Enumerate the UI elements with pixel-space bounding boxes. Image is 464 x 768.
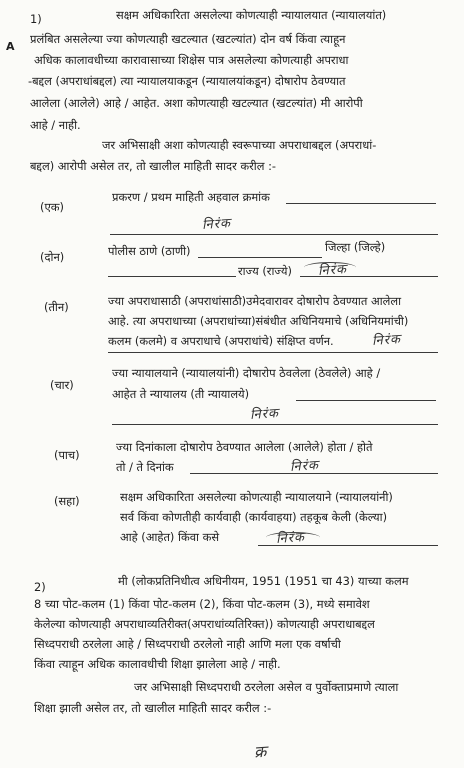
item-saha-line-2: सर्व किंवा कोणतीही कार्यवाही (कार्यवाहया) तहकूब केली (केल्या)	[120, 510, 388, 524]
section-2-line-3: केलेल्या कोणत्याही अपराधाव्यतिरीक्त(अपराधांव्यतिरिक्त)) कोणत्याही अपराधाबद्दल	[34, 617, 375, 631]
item-teen-answer: निरंक	[371, 332, 402, 349]
item-char-rule-2	[112, 424, 438, 425]
item-don-rule-1	[198, 257, 322, 258]
section-1-line-6: आहे / नाही.	[30, 118, 81, 132]
item-ek-rule-2	[110, 234, 438, 235]
item-teen-label: (तीन)	[44, 300, 69, 314]
item-teen-rule	[108, 352, 438, 353]
section-1-line-1: सक्षम अधिकारिता असलेल्या कोणत्याही न्यायालयात (न्यायालयांत)	[116, 8, 387, 22]
section-2-line-5: किंवा त्याहून अधिक कालावधीची शिक्षा झालेला आहे / नाही.	[34, 657, 281, 671]
item-saha-label: (सहा)	[54, 494, 80, 508]
item-char-rule-1	[296, 400, 436, 401]
intro-line-2: बद्दल) आरोपी असेल तर, तो खालील माहिती सादर करील :-	[30, 159, 277, 173]
intro-line-1: जर अभिसाक्षी अशा कोणत्याही स्वरूपाच्या अपराधाबद्दल (अपराधां-	[102, 138, 377, 152]
item-saha-scribble	[266, 532, 320, 543]
margin-mark: A	[6, 40, 15, 53]
section-1-line-4: -बद्दल (अपराधांबद्दल) त्या न्यायालयाकडून (न्यायालयांकडून) दोषारोप ठेवण्यात	[28, 74, 346, 88]
item-teen-line-2: आहे. त्या अपराधाच्या (अपराधांच्या)संबंधीत अधिनियमाचे (अधिनियमांची)	[108, 314, 409, 328]
item-don-scribble	[304, 262, 356, 273]
item-char-line-2: आहेत ते न्यायालय (ती न्यायालये)	[112, 387, 250, 401]
section-1-line-2: प्रलंबित असलेल्या ज्या कोणत्याही खटल्यात (खटल्यांत) दोन वर्ष किंवा त्याहून	[30, 32, 346, 46]
closing-line-2: शिक्षा झाली असेल तर, तो खालील माहिती सादर करील :-	[34, 701, 272, 715]
item-don-rule-2	[108, 276, 236, 277]
item-char-label: (चार)	[50, 378, 74, 392]
item-char-line-1: ज्या न्यायालयाने (न्यायालयांनी) दोषारोप ठेवलेला (ठेवलेले) आहे /	[112, 366, 381, 380]
item-ek-answer: निरंक	[201, 216, 232, 233]
item-pach-line-1: ज्या दिनांकाला दोषारोप ठेवण्यात आलेला (आलेले) होता / होते	[116, 440, 373, 454]
section-2-line-2: 8 च्या पोट-कलम (1) किंवा पोट-कलम (2), किंवा पोट-कलम (3), मध्ये समावेश	[34, 597, 370, 611]
item-ek-text: प्रकरण / प्रथम माहिती अहवाल क्रमांक	[112, 190, 270, 204]
section-2-number: 2)	[34, 580, 46, 594]
section-1-line-3: अधिक कालावधीच्या कारावासाच्या शिक्षेस पात्र असलेल्या कोणत्याही अपराधा	[34, 53, 349, 67]
signature: क्र	[253, 741, 268, 762]
item-don-line1: पोलीस ठाणे (ठाणी)	[108, 244, 191, 258]
item-char-answer: निरंक	[249, 406, 280, 423]
section-2-line-1: मी (लोकप्रतिनिधीत्व अधिनीयम, 1951 (1951 चा 43) याच्या कलम	[118, 574, 409, 588]
section-1-number: 1)	[30, 12, 42, 26]
item-don-answer: निरंक	[317, 262, 348, 279]
item-saha-answer: निरंक	[275, 530, 306, 547]
section-2-line-4: सिध्दपराधी ठरलेला आहे / सिध्दपराधी ठरलेलो नाही आणि मला एक वर्षाची	[34, 637, 341, 651]
item-saha-line-3: आहे (आहेत) किंवा कसे	[120, 530, 220, 544]
item-pach-answer: निरंक	[289, 458, 320, 475]
closing-line-1: जर अभिसाक्षी सिध्दपराधी ठरलेला असेल व पुर्वोक्ताप्रमाणे त्याला	[134, 680, 399, 694]
item-don-state: राज्य (राज्ये)	[238, 264, 292, 278]
item-don-label: (दोन)	[40, 250, 65, 264]
section-1-line-5: आलेला (आलेले) आहे / आहेत. अशा कोणत्याही खटल्यात (खटल्यांत) मी आरोपी	[30, 96, 363, 110]
item-teen-line-1: ज्या अपराधासाठी (अपराधांसाठी)उमेदवारावर दोषारोप ठेवण्यात आलेला	[108, 294, 402, 308]
item-ek-rule-1	[286, 203, 436, 204]
item-pach-label: (पाच)	[54, 448, 80, 462]
item-pach-line-2: तो / ते दिनांक	[116, 460, 174, 474]
item-don-district: जिल्हा (जिल्हे)	[325, 240, 386, 254]
item-ek-label: (एक)	[40, 200, 64, 214]
item-saha-line-1: सक्षम अधिकारिता असलेल्या कोणत्याही न्यायालयाने (न्यायालयांनी)	[120, 490, 393, 504]
item-teen-line-3: कलम (कलमे) व अपराधाचे (अपराधांचे) संक्षिप्त वर्णन.	[108, 334, 334, 348]
